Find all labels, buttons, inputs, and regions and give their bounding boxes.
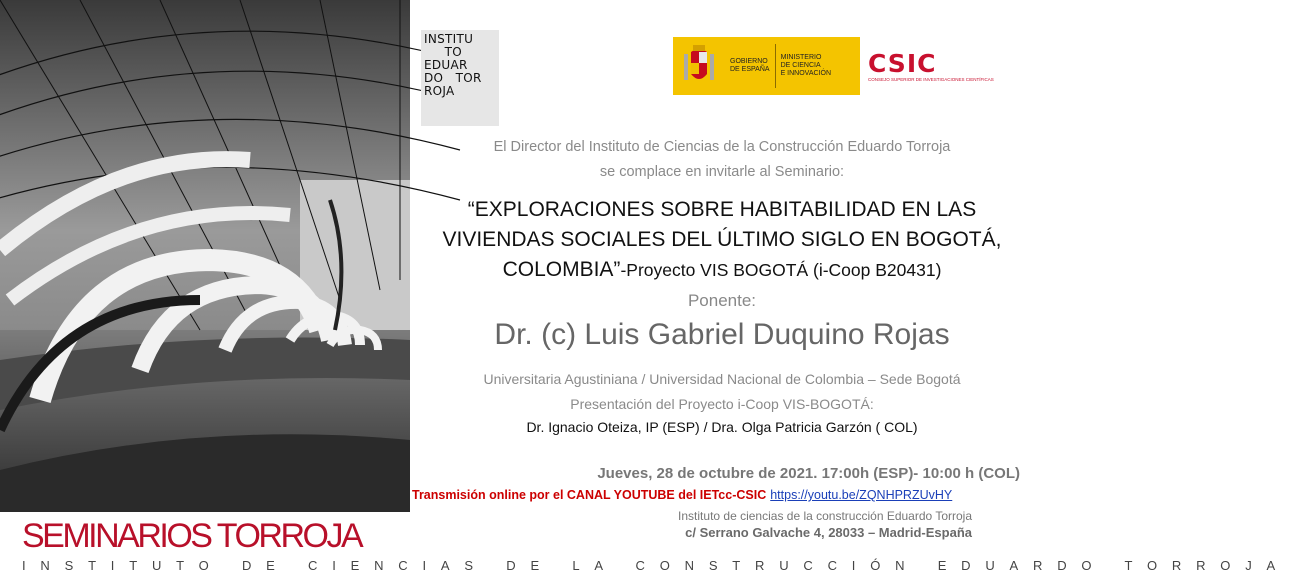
ministerio-label — [776, 54, 836, 78]
ietcc-logo-line: TO — [424, 45, 462, 59]
stream-label: Transmisión online por el CANAL YOUTUBE del IETcc-CSIC — [412, 488, 767, 502]
project-code: -Proyecto VIS BOGOTÁ (i-Coop B20431) — [620, 260, 942, 280]
youtube-link[interactable]: https://youtu.be/ZQNHPRZUvHY — [770, 488, 953, 502]
spain-coat-of-arms-icon — [673, 37, 725, 95]
stream-info — [412, 488, 952, 502]
speaker-name: Dr. (c) Luis Gabriel Duquino Rojas — [494, 318, 950, 351]
address-institute: Instituto de ciencias de la construcción Eduardo Torroja — [678, 509, 972, 523]
affiliation-universities: Universitaria Agustiniana / Universidad Nacional de Colombia – Sede Bogotá — [483, 371, 961, 387]
seminar-title-line-1: “EXPLORACIONES SOBRE HABITABILIDAD EN LAS — [467, 198, 977, 221]
ministerio-line: MINISTERIO — [780, 54, 822, 61]
csic-logo — [864, 45, 994, 87]
ietcc-logo-line: ROJA — [424, 84, 455, 98]
ministerio-line: E INNOVACIÓN — [780, 70, 831, 77]
address-street: c/ Serrano Galvache 4, 28033 – Madrid-España — [685, 525, 972, 540]
arch-canopy-photo — [0, 0, 410, 512]
seminar-title-line-2: VIVIENDAS SOCIALES DEL ÚLTIMO SIGLO EN BOGOTÁ, — [442, 228, 1002, 251]
seminar-title-line-3 — [420, 257, 1024, 283]
intro-line-2: se complace en invitarle al Seminario: — [599, 164, 845, 180]
researchers: Dr. Ignacio Oteiza, IP (ESP) / Dra. Olga Patricia Garzón ( COL) — [526, 419, 918, 435]
ietcc-logo — [421, 30, 499, 126]
csic-subtitle: CONSEJO SUPERIOR DE INVESTIGACIONES CIENTÍFICAS — [868, 76, 994, 82]
gobierno-line: GOBIERNO — [730, 58, 768, 65]
event-date: Jueves, 28 de octubre de 2021. 17:00h (ESP)- 10:00 h (COL) — [597, 465, 1020, 482]
intro-line-1: El Director del Instituto de Ciencias de la Construcción Eduardo Torroja — [493, 139, 951, 155]
ministerio-line: DE CIENCIA — [780, 62, 821, 69]
ponente-label: Ponente: — [687, 291, 757, 310]
institute-tagline: INSTITUTO DE CIENCIAS DE LA CONSTRUCCIÓN EDUARDO TORROJA — [22, 558, 1290, 573]
gobierno-label — [725, 58, 775, 74]
gobierno-line: DE ESPAÑA — [730, 66, 770, 73]
seminarios-torroja-brand: SEMINARIOS TORROJA — [22, 517, 362, 555]
seminar-title-country: COLOMBIA” — [502, 258, 621, 281]
project-presentation: Presentación del Proyecto i-Coop VIS-BOGOTÁ: — [570, 396, 874, 412]
gobierno-espana-logo — [673, 37, 860, 95]
ietcc-logo-line: INSTITU — [424, 32, 474, 46]
csic-wordmark: CSIC — [868, 48, 937, 78]
ietcc-logo-line: DO TOR — [424, 71, 482, 85]
ietcc-logo-line: EDUAR — [424, 58, 468, 72]
